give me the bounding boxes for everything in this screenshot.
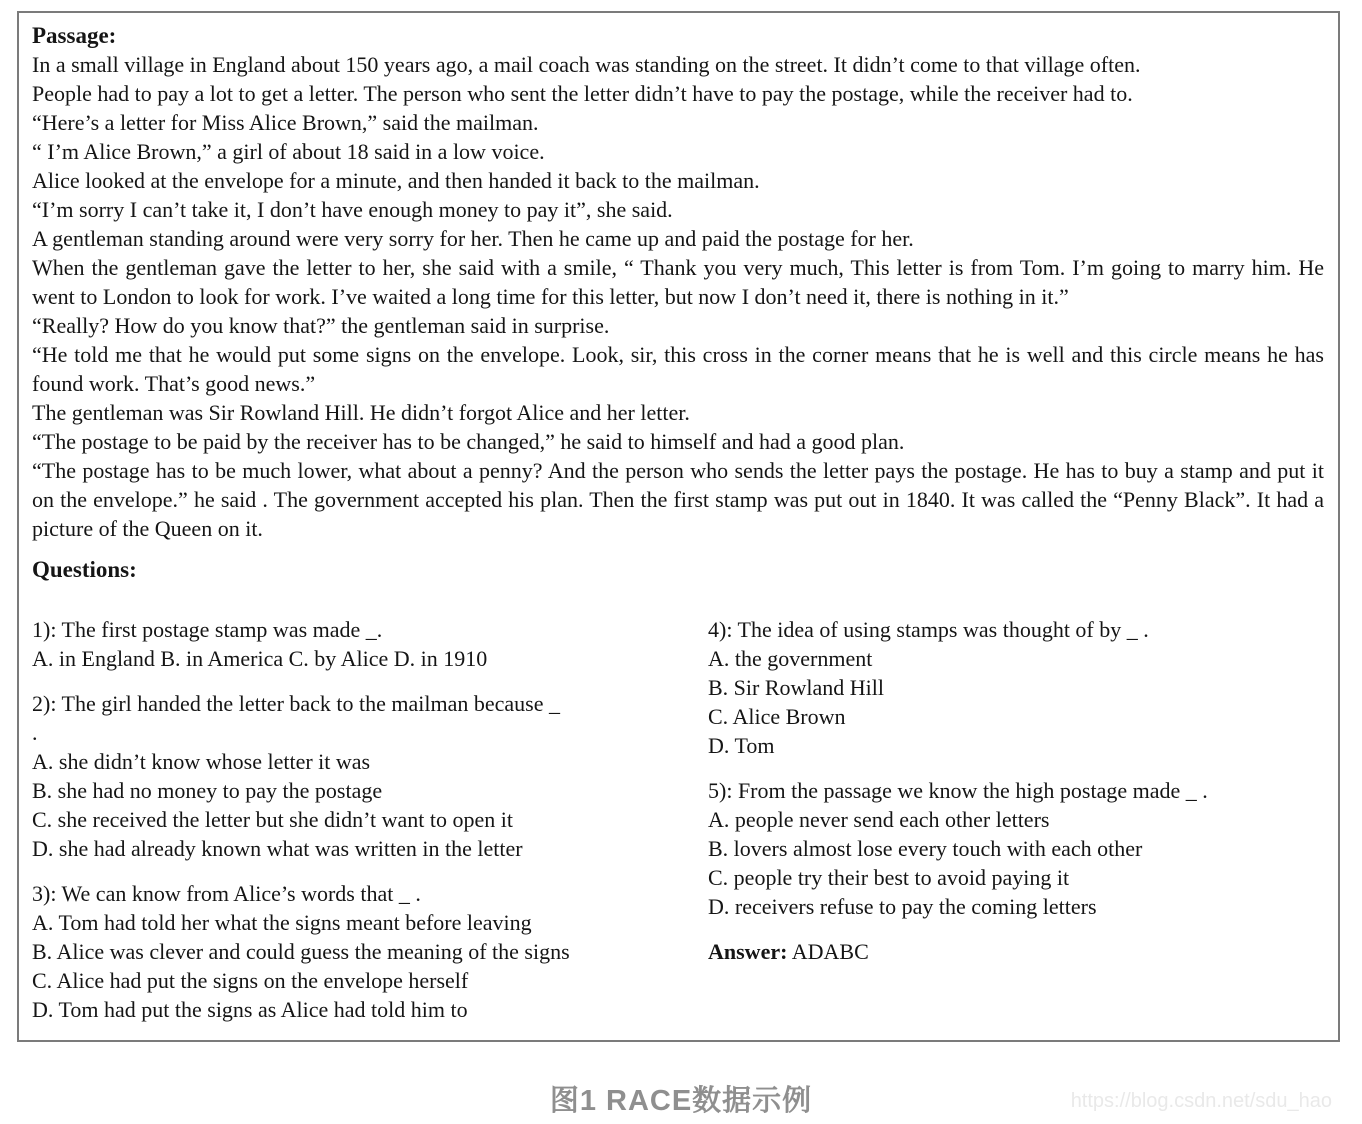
passage-paragraph: In a small village in England about 150 years ago, a mail coach was standing on the street. It didn’t come to that village often.: [32, 52, 1141, 77]
passage-paragraph: “The postage has to be much lower, what about a penny? And the person who sends the letter pays the postage. He has to buy a stamp and put it on the envelope.” he said . The government accepted his plan. Then the first stamp was put out in 1840. It was called the “Penny Black”. It had a picture of the Queen on it.: [32, 458, 1324, 541]
question-options-line: A. in England B. in America C. by Alice D. in 1910: [32, 646, 488, 671]
passage-paragraph: “ I’m Alice Brown,” a girl of about 18 said in a low voice.: [32, 139, 545, 164]
question-5: [708, 776, 1324, 921]
questions-column-left: [32, 584, 704, 1024]
passage-paragraph: A gentleman standing around were very sorry for her. Then he came up and paid the postage for her.: [32, 226, 914, 251]
question-4: [708, 615, 1324, 760]
question-2: [32, 689, 704, 863]
question-stem: 5): From the passage we know the high postage made _ .: [708, 778, 1208, 803]
race-example-figure-box: [17, 11, 1340, 1042]
question-option-a: A. the government: [708, 646, 873, 671]
question-option-a: A. she didn’t know whose letter it was: [32, 749, 371, 774]
question-option-b: B. she had no money to pay the postage: [32, 778, 383, 803]
figure-caption: 图1 RACE数据示例: [549, 1085, 813, 1117]
answer-label: Answer:: [708, 939, 788, 964]
question-option-d: D. Tom had put the signs as Alice had told him to: [32, 997, 468, 1022]
questions-column-right: [704, 584, 1324, 966]
question-stem: 4): The idea of using stamps was thought of by _ .: [708, 617, 1149, 642]
passage-paragraph: “I’m sorry I can’t take it, I don’t have enough money to pay it”, she said.: [32, 197, 673, 222]
question-stem: 3): We can know from Alice’s words that _ .: [32, 881, 421, 906]
question-option-c: C. Alice had put the signs on the envelope herself: [32, 968, 469, 993]
question-option-d: D. she had already known what was written in the letter: [32, 836, 523, 861]
passage-paragraph: “Really? How do you know that?” the gentleman said in surprise.: [32, 313, 610, 338]
passage-paragraph: “The postage to be paid by the receiver has to be changed,” he said to himself and had a good plan.: [32, 429, 905, 454]
question-stem: 2): The girl handed the letter back to the mailman because _: [32, 691, 561, 716]
questions-section: [32, 584, 1324, 1024]
passage-paragraph: People had to pay a lot to get a letter. The person who sent the letter didn’t have to pay the postage, while the receiver had to.: [32, 81, 1133, 106]
question-option-a: A. people never send each other letters: [708, 807, 1050, 832]
question-option-b: B. Sir Rowland Hill: [708, 675, 885, 700]
question-option-d: D. receivers refuse to pay the coming letters: [708, 894, 1097, 919]
passage-paragraph: Alice looked at the envelope for a minute, and then handed it back to the mailman.: [32, 168, 760, 193]
question-option-b: B. lovers almost lose every touch with each other: [708, 836, 1143, 861]
passage-paragraph: When the gentleman gave the letter to her, she said with a smile, “ Thank you very much, This letter is from Tom. I’m going to marry him. He went to London to look for work. I’ve waited a long time for this letter, but now I don’t need it, there is nothing in it.”: [32, 255, 1324, 309]
questions-label: Questions:: [32, 557, 137, 582]
question-1: [32, 615, 704, 673]
question-option-a: A. Tom had told her what the signs meant before leaving: [32, 910, 532, 935]
passage-paragraph: The gentleman was Sir Rowland Hill. He didn’t forgot Alice and her letter.: [32, 400, 690, 425]
watermark-url: https://blog.csdn.net/sdu_hao: [1070, 1090, 1332, 1112]
question-option-c: C. people try their best to avoid paying it: [708, 865, 1070, 890]
passage-paragraph: “Here’s a letter for Miss Alice Brown,” said the mailman.: [32, 110, 539, 135]
question-option-c: C. she received the letter but she didn’t want to open it: [32, 807, 514, 832]
passage-label: Passage:: [32, 23, 117, 48]
passage-text: [32, 50, 1324, 543]
answer-line: [708, 937, 1324, 966]
question-3: [32, 879, 704, 1024]
passage-paragraph: “He told me that he would put some signs on the envelope. Look, sir, this cross in the corner means that he is well and this circle means he has found work. That’s good news.”: [32, 342, 1324, 396]
question-option-d: D. Tom: [708, 733, 775, 758]
question-stem: 1): The first postage stamp was made _.: [32, 617, 383, 642]
question-option-c: C. Alice Brown: [708, 704, 846, 729]
question-stem-wrap: .: [32, 720, 38, 745]
question-option-b: B. Alice was clever and could guess the meaning of the signs: [32, 939, 570, 964]
answer-value: ADABC: [791, 939, 869, 964]
